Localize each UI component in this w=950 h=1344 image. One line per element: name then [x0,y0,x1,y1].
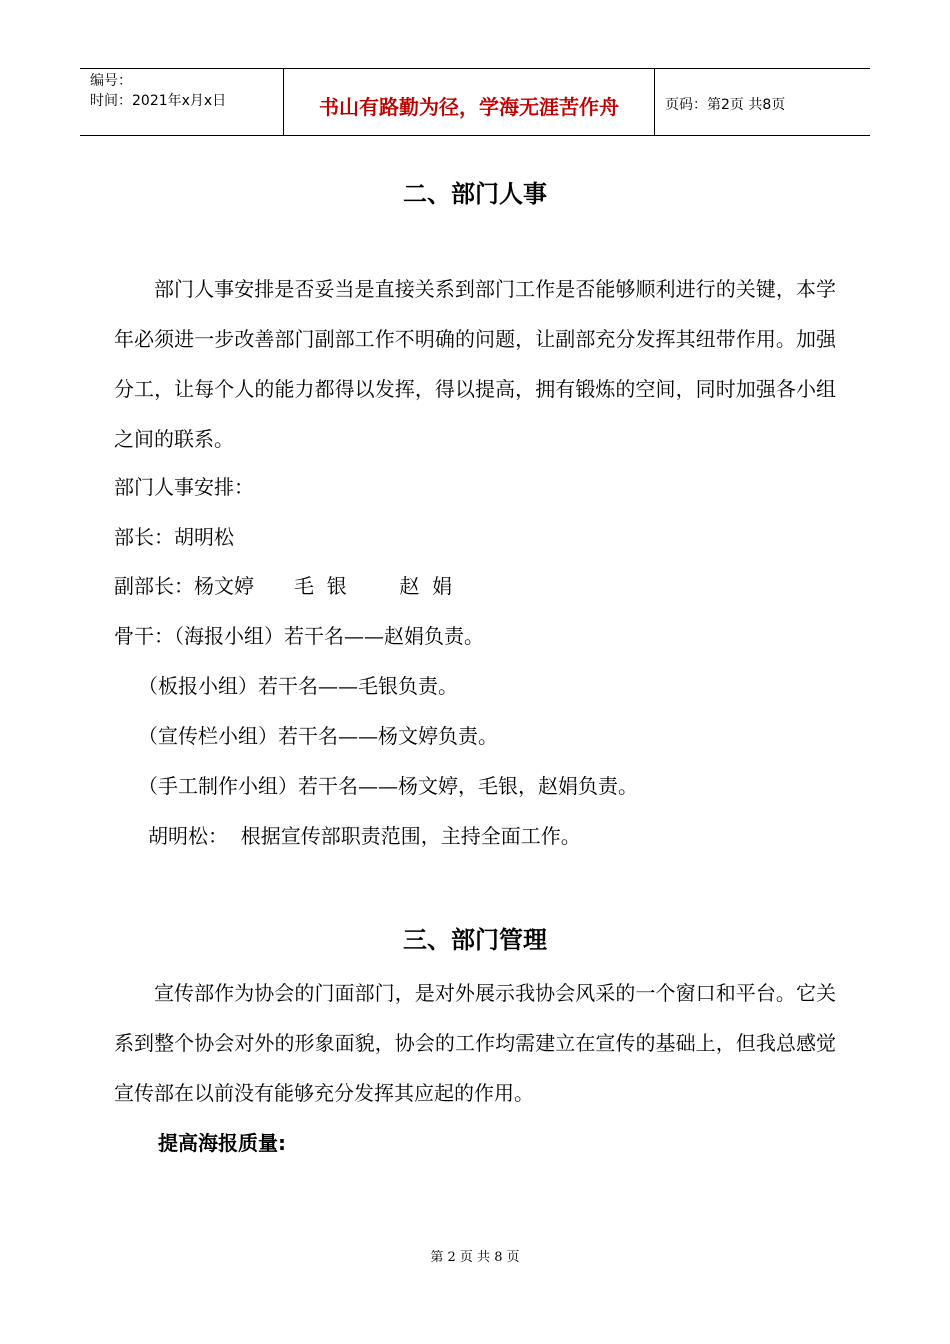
header-page-info: 页码：第2页 共8页 [665,97,786,113]
vice-ministers-line: 副部长：杨文婷 毛 银 赵 娟 [114,574,453,598]
duty-line: 胡明松： 根据宣传部职责范围，主持全面工作。 [148,824,581,848]
section-3-title: 三、部门管理 [403,926,547,954]
minister-line: 部长：胡明松 [114,525,234,549]
section-3-paragraph: 宣传部作为协会的门面部门，是对外展示我协会风采的一个窗口和平台。它关系到整个协会对外的形象面貌，协会的工作均需建立在宣传的基础上，但我总感觉宣传部在以前没有能够充分发挥其应起的作用。 [114,981,836,1105]
serial-label: 编号： [90,73,132,89]
section-3-subheading: 提高海报质量: [158,1131,286,1155]
backbone-line: 骨干：（海报小组）若干名——赵娟负责。 [114,624,484,648]
group-handmade-line: （手工制作小组）若干名——杨文婷，毛银，赵娟负责。 [138,774,638,798]
page-footer: 第 2 页 共 8 页 [430,1250,520,1265]
group-column-line: （宣传栏小组）若干名——杨文婷负责。 [138,724,498,748]
section-2-paragraph: 部门人事安排是否妥当是直接关系到部门工作是否能够顺利进行的关键，本学年必须进一步改善部门副部工作不明确的问题，让副部充分发挥其纽带作用。加强分工，让每个人的能力都得以发挥，得以提高，拥有锻炼的空间，同时加强各小组之间的联系。 [114,277,836,451]
time-label: 时间：2021年x月x日 [90,93,227,109]
section-2-title: 二、部门人事 [403,180,547,208]
group-board-line: （板报小组）若干名——毛银负责。 [138,674,458,698]
header-left-cell [80,69,283,135]
arrangement-label: 部门人事安排： [114,475,254,499]
header-table [80,68,870,136]
header-motto: 书山有路勤为径，学海无涯苦作舟 [283,69,655,135]
